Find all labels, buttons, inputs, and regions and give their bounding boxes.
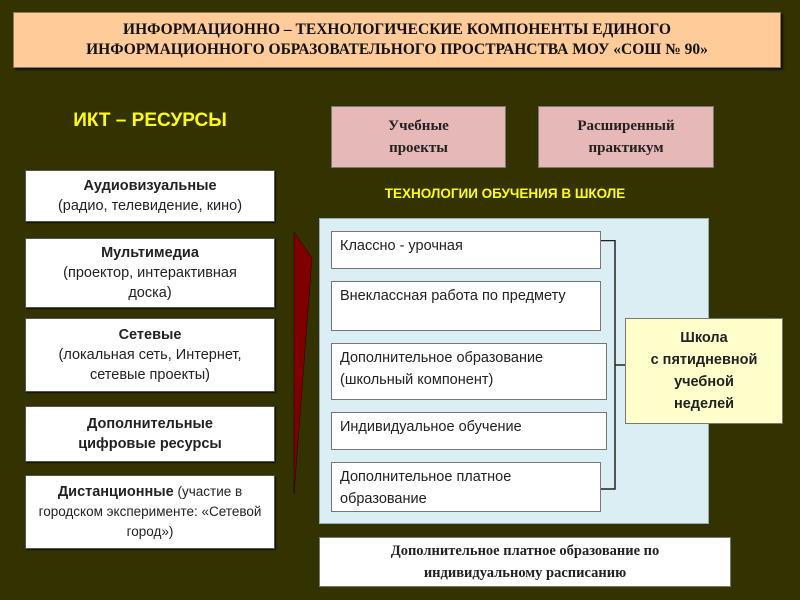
tech-item-classroom: Классно - урочная <box>331 231 601 269</box>
ikt-item-desc: (проектор, интерактивная доска) <box>63 265 237 301</box>
ikt-item-desc: (радио, телевидение, кино) <box>57 198 243 214</box>
red-wedge-arrow <box>290 230 320 500</box>
ikt-item-network <box>25 318 275 392</box>
ikt-item-digital <box>25 406 275 462</box>
title-line-2: ИНФОРМАЦИОННОГО ОБРАЗОВАТЕЛЬНОГО ПРОСТРАНСТВА МОУ «СОШ № 90» <box>86 41 708 58</box>
school-line: с пятидневной <box>650 352 758 368</box>
paid-education-individual-box <box>319 537 731 587</box>
ikt-heading: ИКТ – РЕСУРСЫ <box>73 110 227 131</box>
ikt-item-distance <box>25 475 275 549</box>
ikt-item-title: Дополнительные цифровые ресурсы <box>78 416 222 452</box>
tech-item-additional-education: Дополнительное образование (школьный компонент) <box>331 343 607 400</box>
ikt-item-multimedia <box>25 238 275 308</box>
title-banner <box>13 12 781 68</box>
tech-item-paid-education: Дополнительное платное образование <box>331 462 601 512</box>
tech-item-individual: Индивидуальное обучение <box>331 412 607 450</box>
school-five-day-week-box <box>625 318 783 424</box>
bottom-line-2: индивидуальному расписанию <box>423 565 627 581</box>
ikt-item-title: Дистанционные <box>57 484 174 500</box>
box-study-projects <box>331 106 506 168</box>
school-line: учебной <box>674 374 734 390</box>
box-line: практикум <box>588 140 664 156</box>
ikt-item-desc: (участие в городском эксперименте: «Сетевой город») <box>38 484 262 539</box>
box-extended-practicum <box>538 106 714 168</box>
ikt-item-title: Аудиовизуальные <box>83 178 217 194</box>
box-line: Расширенный <box>577 118 675 134</box>
school-line: неделей <box>673 396 735 412</box>
technologies-heading: ТЕХНОЛОГИИ ОБУЧЕНИЯ В ШКОЛЕ <box>384 186 626 201</box>
title-line-1: ИНФОРМАЦИОННО – ТЕХНОЛОГИЧЕСКИЕ КОМПОНЕНТЫ ЕДИНОГО <box>123 21 671 38</box>
box-line: проекты <box>389 140 448 156</box>
ikt-item-desc: (локальная сеть, Интернет, сетевые проекты) <box>58 347 242 383</box>
ikt-item-title: Мультимедиа <box>101 245 199 261</box>
bottom-line-1: Дополнительное платное образование по <box>390 543 660 559</box>
ikt-item-audiovisual <box>25 170 275 222</box>
school-line: Школа <box>680 330 728 346</box>
ikt-item-title: Сетевые <box>118 327 182 343</box>
box-line: Учебные <box>388 118 449 134</box>
tech-item-extracurricular: Внеклассная работа по предмету <box>331 281 601 331</box>
